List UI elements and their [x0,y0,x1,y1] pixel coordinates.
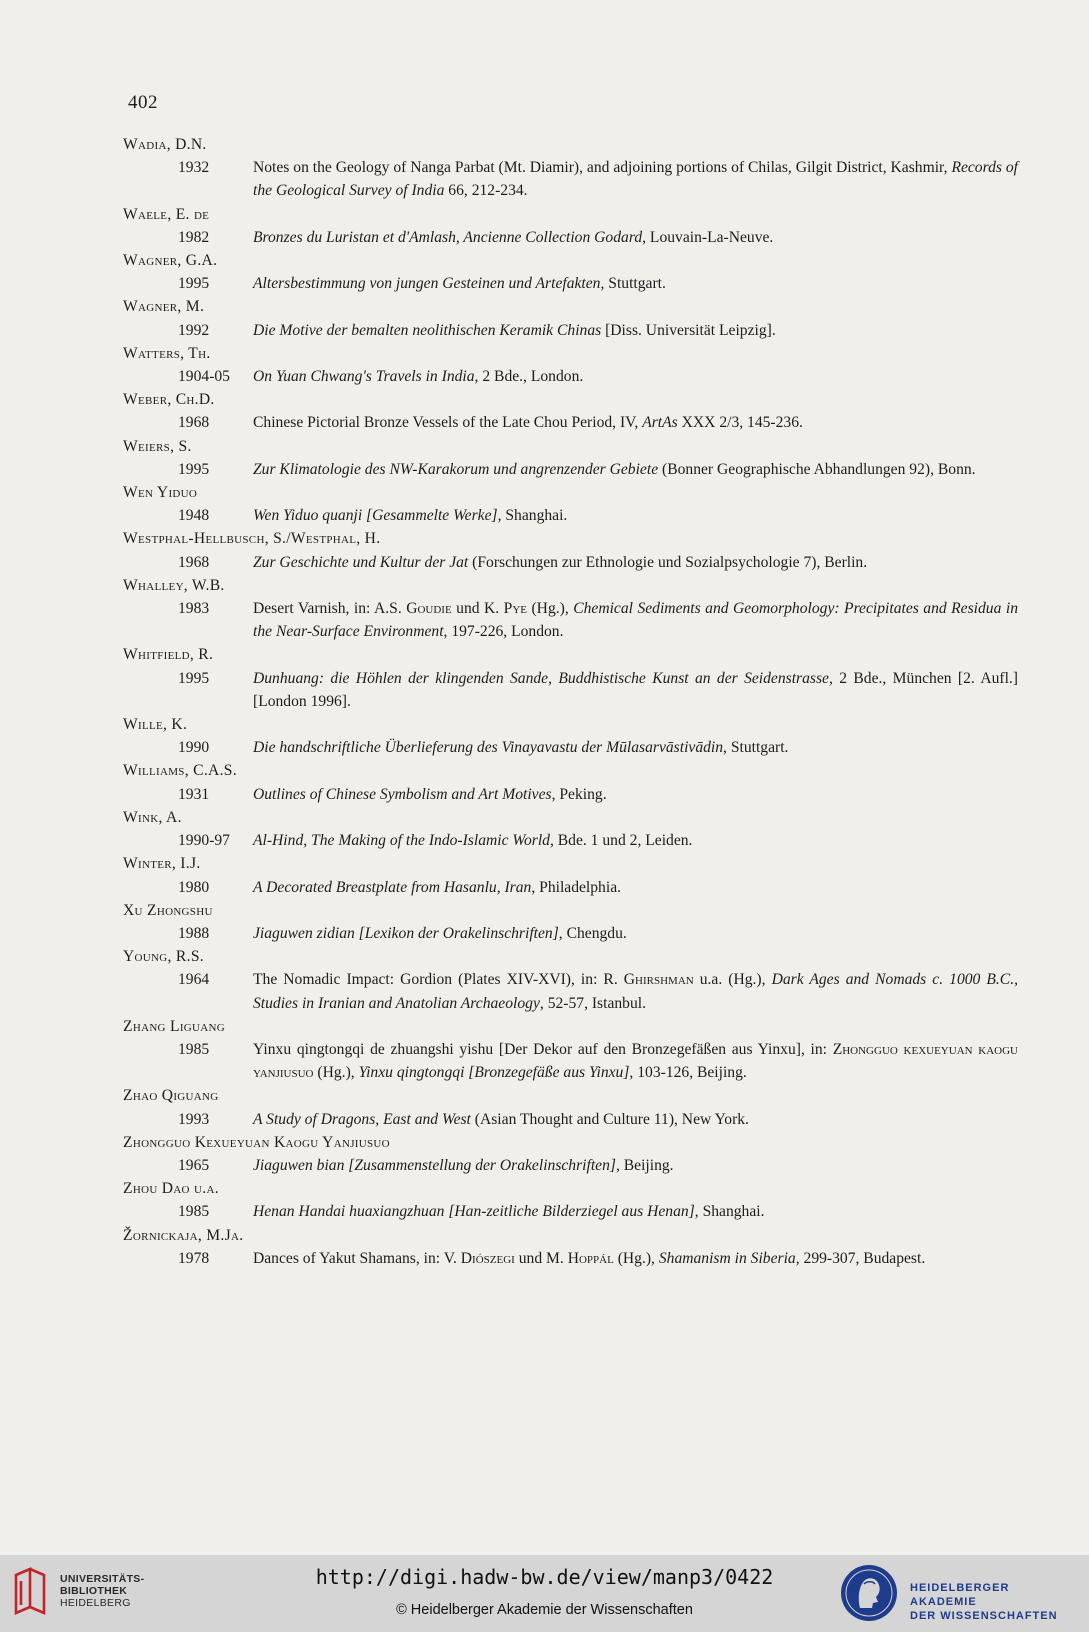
citation-text: (Hg.), [527,600,574,618]
bib-citation [253,597,1018,643]
bib-entry [123,1038,1018,1084]
bib-citation [253,1108,1018,1131]
bib-entry [123,1154,1018,1177]
bib-author: Westphal-Hellbusch, S./Westphal, H. [123,530,381,548]
citation-text: XXX 2/3, 145-236. [677,414,803,432]
bib-citation [253,968,1018,1014]
citation-text: (Asian Thought and Culture 11), New York. [470,1110,749,1128]
bib-year: 1965 [178,1156,210,1174]
citation-title: Al-Hind, The Making of the Indo-Islamic World [253,832,550,850]
citation-title: A Decorated Breastplate from Hasanlu, Iran [253,878,532,896]
bib-citation [253,411,1018,434]
citation-text: , Beijing. [615,1156,674,1174]
bib-entry [123,876,1018,899]
bib-citation [253,1154,1018,1177]
citation-title: Zur Geschichte und Kultur der Jat [253,553,469,571]
citation-title: A Study of Dragons, East and West [253,1110,471,1128]
citation-text: (Hg.), [613,1249,659,1267]
bib-year: 1931 [178,785,210,803]
bib-author: Wagner, G.A. [123,252,218,270]
citation-name: Goudie [406,600,452,618]
citation-text: und M. [514,1249,568,1267]
bib-author: Young, R.S. [123,948,205,966]
bib-citation [253,1038,1018,1084]
bib-year: 1995 [178,460,210,478]
citation-text: (Hg.), [313,1064,359,1082]
citation-text: (Bonner Geographische Abhandlungen 92), Bonn. [658,460,976,478]
citation-text: , Stuttgart. [723,739,789,757]
citation-title: Die Motive der bemalten neolithischen Keramik Chinas [253,321,602,339]
page-number: 402 [128,92,158,113]
bib-entry [123,365,1018,388]
bib-citation [253,829,1018,852]
bib-entry [123,1247,1018,1270]
citation-text: , Philadelphia. [531,878,622,896]
bib-citation [253,226,1018,249]
bib-citation [253,783,1018,806]
permalink-url[interactable]: http://digi.hadw-bw.de/view/manp3/0422 [315,1565,774,1589]
bib-author: Winter, I.J. [123,855,201,873]
bib-entry [123,736,1018,759]
citation-title: Chemical Sediments and Geomorphology: Precipitates and Residua in the Near-Surface Environment [253,600,1018,641]
bib-year: 1932 [178,159,210,177]
bib-author: Zhou Dao u.a. [123,1180,219,1198]
citation-title: Wen Yiduo quanji [Gesammelte Werke] [253,507,498,525]
citation-text: , Louvain-La-Neuve. [642,228,774,246]
bib-citation [253,922,1018,945]
bib-year: 1985 [178,1203,210,1221]
bib-author: Weber, Ch.D. [123,391,215,409]
bib-year: 1980 [178,878,210,896]
bib-citation [253,458,1018,481]
bib-citation [253,272,1018,295]
citation-title: Bronzes du Luristan et d'Amlash, Ancienne Collection Godard [253,228,643,246]
citation-text: 66, 212-234. [444,182,528,200]
citation-title: On Yuan Chwang's Travels in India [253,368,475,386]
ub-logo-line: HEIDELBERG [60,1597,131,1609]
bib-entry [123,551,1018,574]
bib-citation [253,736,1018,759]
citation-name: Pye [503,600,528,618]
bib-year: 1983 [178,600,210,618]
bib-entry [123,597,1018,643]
academy-seal-icon [838,1562,900,1624]
citation-title: ArtAs [642,414,678,432]
bib-citation [253,504,1018,527]
citation-text: , 197-226, London. [443,623,564,641]
bib-author: Xu Zhongshu [123,901,213,919]
citation-title: Outlines of Chinese Symbolism and Art Motives [253,785,552,803]
citation-text: , 2 Bde., München [2. Aufl.] [London 1996]. [253,669,1018,710]
citation-text: , Stuttgart. [600,275,666,293]
bib-year: 1985 [178,1040,210,1058]
citation-text: , Shanghai. [694,1203,765,1221]
citation-text: Chinese Pictorial Bronze Vessels of the Late Chou Period, IV, [253,414,643,432]
citation-text: , 52-57, Istanbul. [539,994,647,1012]
bib-author: Zhang Liguang [123,1017,226,1035]
bib-year: 1904-05 [178,368,230,386]
citation-text: The Nomadic Impact: Gordion (Plates XIV-XVI), in: R. [253,971,624,989]
viewer-footer [0,1555,1089,1632]
bib-year: 1990 [178,739,210,757]
bib-year: 1948 [178,507,210,525]
bib-author: Waele, E. de [123,205,210,223]
bib-entry [123,783,1018,806]
bib-entry [123,458,1018,481]
citation-text: und K. [451,600,504,618]
citation-text: , Shanghai. [497,507,568,525]
bib-year: 1982 [178,228,210,246]
bib-citation [253,156,1018,202]
bibliography-list [123,133,1018,1270]
bib-entry [123,829,1018,852]
bib-citation [253,1247,1018,1270]
citation-text: Yinxu qingtongqi de zhuangshi yishu [Der Dekor auf den Bronzegefäßen aus Yinxu], in: [253,1040,833,1058]
bib-entry [123,667,1018,713]
bib-author: Wink, A. [123,808,182,826]
bib-author: Wen Yiduo [123,484,198,502]
citation-text: , 103-126, Beijing. [629,1064,747,1082]
citation-name: Zhongguo kexueyuan kaogu yanjiusuo [253,1040,1018,1082]
citation-name: Diószegi [460,1249,515,1267]
copyright-notice: © Heidelberger Akademie der Wissenschaften [396,1602,693,1618]
bib-author: Wille, K. [123,716,188,734]
bib-citation [253,319,1018,342]
citation-title: Die handschriftliche Überlieferung des Vinayavastu der Mūlasarvāstivādin [253,739,724,757]
bib-author: Wadia, D.N. [123,136,207,153]
bib-entry [123,922,1018,945]
citation-title: Dunhuang: die Höhlen der klingenden Sande, Buddhistische Kunst an der Seidenstrasse [253,669,829,687]
bib-entry [123,272,1018,295]
bib-citation [253,667,1018,713]
citation-text: [Diss. Universität Leipzig]. [601,321,776,339]
bib-year: 1995 [178,669,210,687]
bib-entry [123,411,1018,434]
citation-text: , 2 Bde., London. [474,368,584,386]
bib-citation [253,551,1018,574]
citation-title: Shamanism in Siberia [658,1249,796,1267]
academy-logo-line: HEIDELBERGER AKADEMIE [910,1582,1010,1608]
bib-year: 1993 [178,1110,210,1128]
bib-entry [123,156,1018,202]
ub-logo-line: BIBLIOTHEK [60,1585,128,1597]
citation-title: Jiaguwen bian [Zusammenstellung der Orakelinschriften] [253,1156,616,1174]
citation-title: Yinxu qingtongqi [Bronzegefäße aus Yinxu] [358,1064,630,1082]
bib-author: Zhongguo Kexueyuan Kaogu Yanjiusuo [123,1133,390,1151]
citation-name: Ghirshman [623,971,694,989]
citation-text: Desert Varnish, in: A.S. [253,600,407,618]
bib-author: Whalley, W.B. [123,576,225,594]
ub-logo-line: UNIVERSITÄTS- [60,1573,145,1585]
citation-name: Hoppál [567,1249,614,1267]
bib-citation [253,365,1018,388]
citation-title: Records of the Geological Survey of India [253,159,1018,200]
citation-text: , 299-307, Budapest. [795,1249,926,1267]
bib-year: 1988 [178,924,210,942]
bib-year: 1968 [178,414,210,432]
bib-entry [123,226,1018,249]
citation-title: Henan Handai huaxiangzhuan [Han-zeitliche Bilderziegel aus Henan] [253,1203,695,1221]
citation-text: , Peking. [551,785,607,803]
citation-text: u.a. (Hg.), [693,971,772,989]
bib-entry [123,504,1018,527]
bib-citation [253,1200,1018,1223]
citation-text: , Bde. 1 und 2, Leiden. [549,832,693,850]
bib-year: 1992 [178,321,210,339]
bib-year: 1978 [178,1249,210,1267]
citation-title: Dark Ages and Nomads c. 1000 B.C., Studies in Iranian and Anatolian Archaeology [253,971,1018,1012]
academy-logo-line: DER WISSENSCHAFTEN [910,1610,1058,1622]
bib-entry [123,968,1018,1014]
bib-citation [253,876,1018,899]
bib-author: Williams, C.A.S. [123,762,237,780]
bib-author: Zhao Qiguang [123,1087,219,1105]
citation-title: Zur Klimatologie des NW-Karakorum und angrenzender Gebiete [253,460,659,478]
bib-entry [123,1108,1018,1131]
academy-logo-text [910,1581,1078,1623]
citation-text: Dances of Yakut Shamans, in: V. [253,1249,461,1267]
citation-title: Altersbestimmung von jungen Gesteinen und Artefakten [253,275,601,293]
bib-author: Watters, Th. [123,344,211,362]
bib-year: 1990-97 [178,832,230,850]
bib-author: Žornickaja, M.Ja. [123,1226,244,1244]
citation-text: , Chengdu. [558,924,627,942]
bib-entry [123,319,1018,342]
bib-author: Whitfield, R. [123,646,214,664]
bib-year: 1995 [178,275,210,293]
bib-year: 1968 [178,553,210,571]
bib-author: Wagner, M. [123,298,205,316]
citation-title: Jiaguwen zidian [Lexikon der Orakelinschriften] [253,924,559,942]
citation-text: (Forschungen zur Ethnologie und Sozialpsychologie 7), Berlin. [468,553,868,571]
citation-text: Notes on the Geology of Nanga Parbat (Mt. Diamir), and adjoining portions of Chilas, Gilgit District, Kashmir, [253,159,952,177]
bib-author: Weiers, S. [123,437,192,455]
academy-logo[interactable] [838,1562,1078,1624]
bib-entry [123,1200,1018,1223]
bib-year: 1964 [178,971,210,989]
